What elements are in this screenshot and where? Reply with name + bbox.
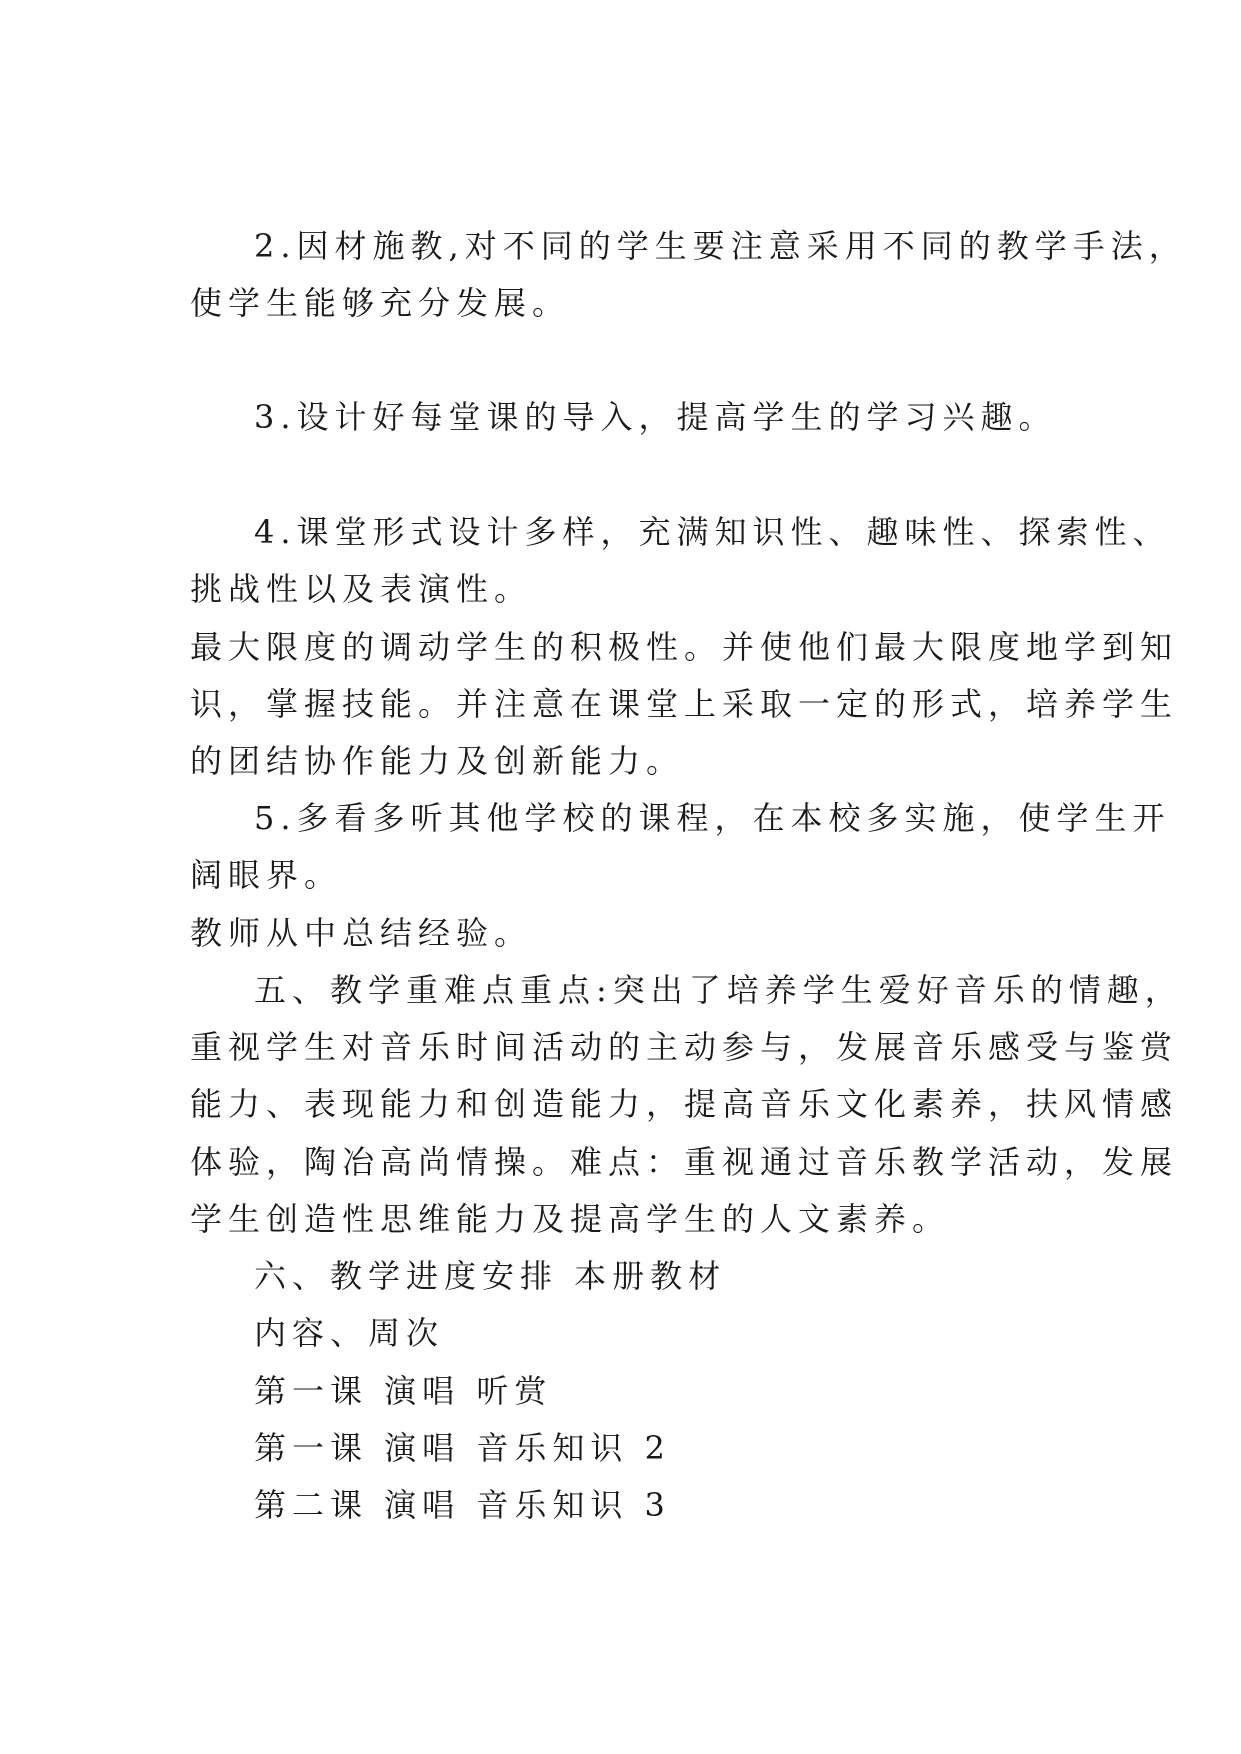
paragraph-line: 重视学生对音乐时间活动的主动参与，发展音乐感受与鉴赏 <box>190 1028 1179 1066</box>
paragraph-line: 五、教学重难点重点:突出了培养学生爱好音乐的情趣， <box>254 971 1183 1009</box>
paragraph-line: 3.设计好每堂课的导入，提高学生的学习兴趣。 <box>254 398 1057 436</box>
paragraph-line: 最大限度的调动学生的积极性。并使他们最大限度地学到知 <box>190 628 1179 666</box>
paragraph-line: 使学生能够充分发展。 <box>190 284 571 322</box>
paragraph-line: 第一课 演唱 听赏 <box>254 1372 553 1410</box>
paragraph-line: 教师从中总结经验。 <box>190 914 533 952</box>
paragraph-line: 2.因材施教,对不同的学生要注意采用不同的教学手法， <box>254 227 1187 265</box>
paragraph-line: 5.多看多听其他学校的课程，在本校多实施，使学生开 <box>254 799 1171 837</box>
paragraph-line: 内容、周次 <box>254 1314 445 1352</box>
paragraph-line: 挑战性以及表演性。 <box>190 570 533 608</box>
paragraph-line: 阔眼界。 <box>190 856 343 894</box>
paragraph-line: 识，掌握技能。并注意在课堂上采取一定的形式，培养学生 <box>190 685 1179 723</box>
paragraph-line: 第一课 演唱 音乐知识 2 <box>254 1429 671 1467</box>
paragraph-line: 学生创造性思维能力及提高学生的人文素养。 <box>190 1200 951 1238</box>
paragraph-line: 4.课堂形式设计多样，充满知识性、趣味性、探索性、 <box>254 513 1171 551</box>
paragraph-line: 能力、表现能力和创造能力，提高音乐文化素养，扶风情感 <box>190 1085 1179 1123</box>
paragraph-line: 第二课 演唱 音乐知识 3 <box>254 1486 671 1524</box>
paragraph-line: 的团结协作能力及创新能力。 <box>190 742 685 780</box>
paragraph-line: 体验，陶冶高尚情操。难点：重视通过音乐教学活动，发展 <box>190 1143 1179 1181</box>
paragraph-line: 六、教学进度安排 本册教材 <box>254 1257 727 1295</box>
